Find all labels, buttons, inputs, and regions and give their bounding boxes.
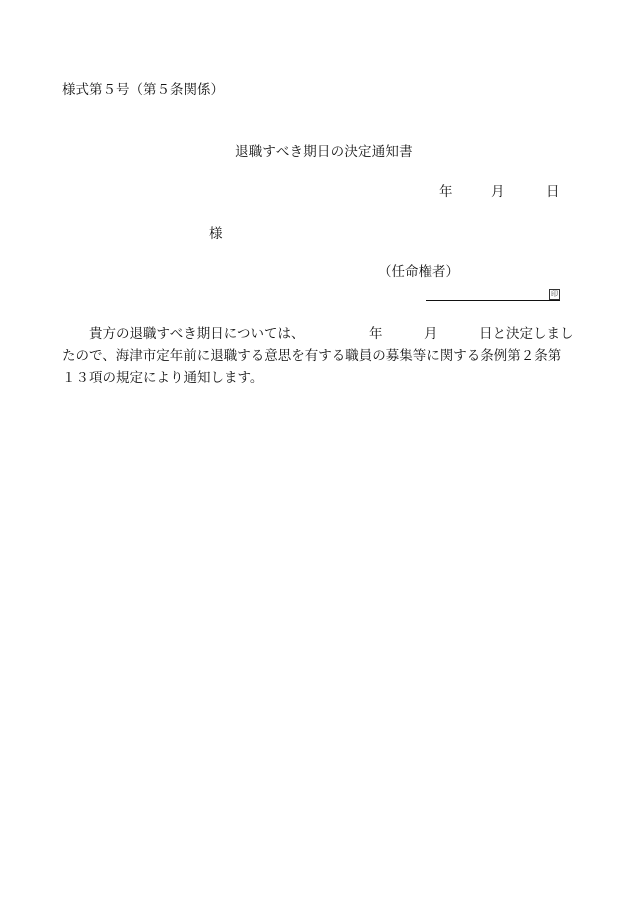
body-line-1-end: 日と決定しまし <box>479 326 574 342</box>
date-year-label: 年 <box>439 184 453 200</box>
body-month-label: 月 <box>424 326 438 342</box>
seal-icon: 印 <box>551 290 558 298</box>
appointing-authority-label: （任命権者） <box>378 264 459 280</box>
body-line-1-start: 貴方の退職すべき期日については、 <box>89 326 305 342</box>
body-year-label: 年 <box>369 326 383 342</box>
body-line-1 <box>62 328 304 342</box>
form-number: 様式第５号（第５条関係） <box>62 82 224 98</box>
date-month-label: 月 <box>491 184 505 200</box>
body-line-2: たので、海津市定年前に退職する意思を有する職員の募集等に関する条例第２条第 <box>62 348 562 364</box>
body-line-3: １３項の規定により通知します。 <box>62 370 264 386</box>
document-title: 退職すべき期日の決定通知書 <box>235 144 413 160</box>
date-day-label: 日 <box>546 184 560 200</box>
signature-line <box>426 300 560 301</box>
addressee-suffix: 様 <box>209 226 223 242</box>
